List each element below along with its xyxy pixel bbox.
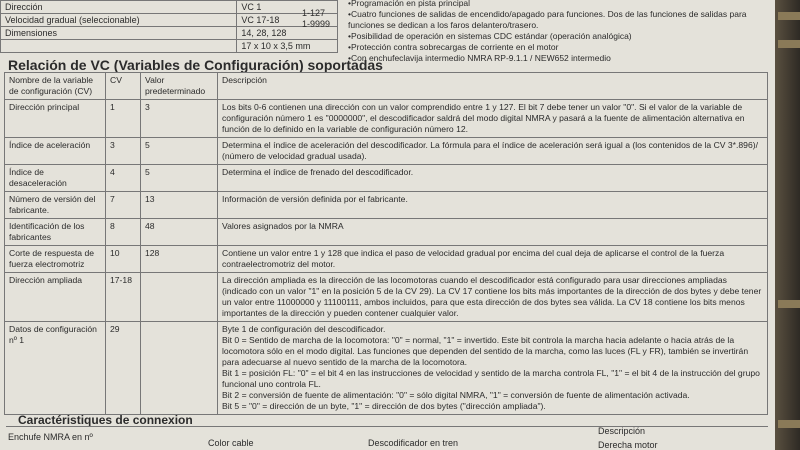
cv-name: Datos de configuración nº 1 — [5, 322, 106, 415]
table-row — [5, 138, 768, 165]
divider — [6, 426, 768, 427]
cv-number: 4 — [106, 165, 141, 192]
spec-value: VC 1 — [237, 1, 338, 14]
spec-label: Dimensiones — [1, 27, 237, 40]
list-item: • Con enchufeclavija intermedio NMRA RP-9.1.1 / NEW652 intermedio — [348, 53, 768, 64]
cv-description-line: Bit 0 = Sentido de marcha de la locomotora: "0" = normal, "1" = invertido. Este bit controla la marcha hacia adelante o hacia atrás de la locomotora sólo en el modo digital. Las funciones que dependen del sentido de la marcha, como las luces (FL y FR), también se invertirán para adecuarse al nuevo sentido de la marcha de la locomotora. — [222, 335, 749, 367]
spec-label: Velocidad gradual (seleccionable) — [1, 14, 237, 27]
column-header: Enchufe NMRA en nº — [8, 432, 93, 442]
spec-value: 17 x 10 x 3,5 mm — [237, 40, 338, 53]
table-row — [5, 165, 768, 192]
cv-number: 10 — [106, 246, 141, 273]
cv-number: 29 — [106, 322, 141, 415]
cv-default: 13 — [141, 192, 218, 219]
cv-default: 5 — [141, 165, 218, 192]
column-header: Valor predeterminado — [141, 73, 218, 100]
column-header: Nombre de la variable de configuración (CV) — [5, 73, 106, 100]
cv-description: Determina el índice de aceleración del descodificador. La fórmula para el índice de aceleración será igual a (los contenidos de la CV 3*.896)/ (número de velocidad gradual usada). — [218, 138, 768, 165]
table-row — [1, 1, 338, 14]
cv-description: Información de versión definida por el fabricante. — [218, 192, 768, 219]
column-header: Derecha motor — [598, 440, 658, 450]
spec-value: 14, 28, 128 — [237, 27, 338, 40]
table-row — [5, 322, 768, 415]
list-item: • Cuatro funciones de salidas de encendido/apagado para funciones. Dos de las funciones de salidas para funciones se dedican a los faros delantero/trasero. — [348, 9, 768, 31]
cv-description: Los bits 0-6 contienen una dirección con un valor comprendido entre 1 y 127. El bit 7 debe tener un valor "0". Si el valor de la variable de configuración número 1 es "0000000", el descodificador saldrá del modo digital NMRA y pasará a la fuente de alimentación alternativa en función de lo definido en la variable de configuración número 12. — [218, 100, 768, 138]
cv-table — [4, 72, 768, 415]
cv-name: Corte de respuesta de fuerza electromotriz — [5, 246, 106, 273]
table-row — [1, 14, 338, 27]
table-row — [5, 273, 768, 322]
background-edge — [778, 420, 800, 428]
cv-default — [141, 322, 218, 415]
section-title: Relación de VC (Variables de Configuración) soportadas — [8, 57, 383, 73]
cv-default: 5 — [141, 138, 218, 165]
table-row — [5, 192, 768, 219]
cv-default: 3 — [141, 100, 218, 138]
table-header-row — [5, 73, 768, 100]
column-header: Descripción — [598, 426, 646, 436]
table-row — [1, 27, 338, 40]
spec-range: 1-9999 — [302, 19, 331, 29]
list-item: • Posibilidad de operación en sistemas CDC estándar (operación analógica) — [348, 31, 768, 42]
cv-description: Determina el índice de frenado del descodificador. — [218, 165, 768, 192]
cv-default — [141, 273, 218, 322]
cv-number: 1 — [106, 100, 141, 138]
cv-number: 7 — [106, 192, 141, 219]
cv-description-line: Bit 2 = conversión de fuente de alimentación: "0" = sólo digital NMRA, "1" = conversión de fuente de alimentación activada. — [222, 390, 690, 400]
column-header: Descripción — [218, 73, 768, 100]
cv-name: Dirección principal — [5, 100, 106, 138]
cv-description-line: Byte 1 de configuración del descodificador. — [222, 324, 386, 334]
spec-ranges — [302, 8, 330, 30]
cv-name: Número de versión del fabricante. — [5, 192, 106, 219]
cv-description: Contiene un valor entre 1 y 128 que indica el paso de velocidad gradual por encima del cual deja de aplicarse el control de la fuerza contraelectromotriz del motor. — [218, 246, 768, 273]
background-edge — [778, 40, 800, 48]
cv-name: Identificación de los fabricantes — [5, 219, 106, 246]
cv-name: Índice de desaceleración — [5, 165, 106, 192]
cv-number: 3 — [106, 138, 141, 165]
cv-description — [218, 322, 768, 415]
cv-name: Índice de aceleración — [5, 138, 106, 165]
cv-description-line: Bit 5 = "0" = dirección de un byte, "1" = dirección de dos bytes ("dirección ampliada"). — [222, 401, 546, 411]
table-row — [5, 219, 768, 246]
background-edge — [778, 12, 800, 20]
spec-table — [0, 0, 338, 53]
spec-range: 1-127 — [302, 8, 326, 18]
background-edge — [778, 300, 800, 308]
spec-label — [1, 40, 237, 53]
cv-name: Dirección ampliada — [5, 273, 106, 322]
spec-label: Dirección — [1, 1, 237, 14]
list-item: • Programación en pista principal — [348, 0, 768, 9]
cv-number: 8 — [106, 219, 141, 246]
connection-title: Caractéristiques de connexion — [18, 413, 193, 427]
cv-description: Valores asignados por la NMRA — [218, 219, 768, 246]
list-item: • Protección contra sobrecargas de corriente en el motor — [348, 42, 768, 53]
background-edge — [775, 0, 800, 450]
cv-default: 128 — [141, 246, 218, 273]
table-row — [1, 40, 338, 53]
cv-number: 17-18 — [106, 273, 141, 322]
cv-description: La dirección ampliada es la dirección de las locomotoras cuando el descodificador está configurado para usar direcciones ampliadas (indicado con un valor "1" en la posición 5 de la CV 29). La CV 17 contiene los bits más importantes de la dirección de dos bytes y debe tener un valor entre 11000000 y 11100111, ambos incluidos, para que esta dirección de dos bytes sea válida. La CV 18 contiene los bits menos importantes de la dirección y pueden contener cualquier valor. — [218, 273, 768, 322]
column-header: Descodificador en tren — [368, 438, 459, 448]
feature-list — [348, 0, 768, 64]
cv-description-line: Bit 1 = posición FL: "0" = el bit 4 en las instrucciones de velocidad y sentido de la marcha controla FL, "1" = el bit 4 de la instrucción del grupo funcional uno controla FL. — [222, 368, 760, 389]
table-row — [5, 246, 768, 273]
cv-default: 48 — [141, 219, 218, 246]
table-row — [5, 100, 768, 138]
column-header: Color cable — [208, 438, 254, 448]
spec-value: VC 17-18 — [237, 14, 338, 27]
column-header: CV — [106, 73, 141, 100]
